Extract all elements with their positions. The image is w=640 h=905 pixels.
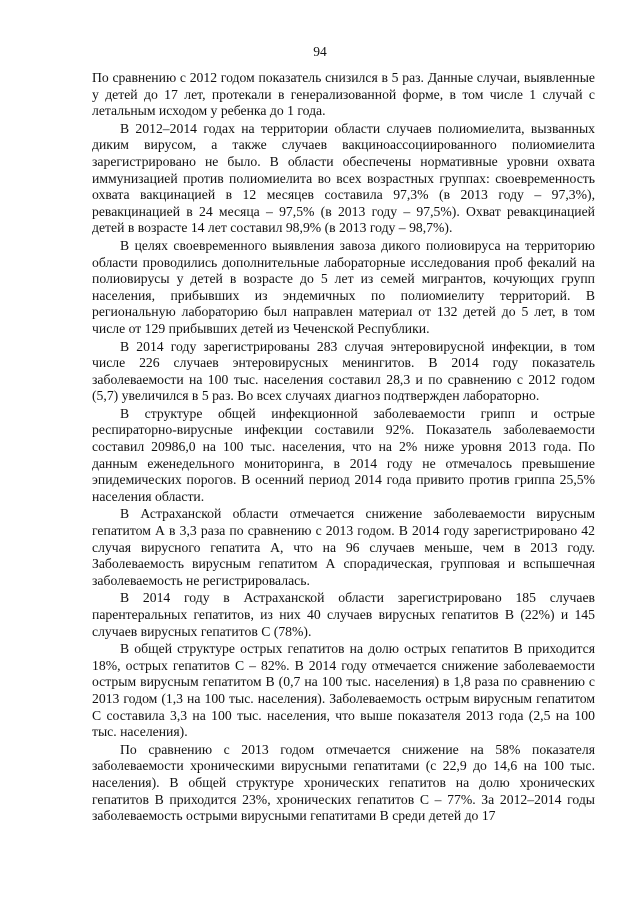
page-number: 94 [313, 44, 327, 59]
paragraph: В 2014 году в Астраханской области зарегистрировано 185 случаев парентеральных гепатитов, из них 40 случаев вирусных гепатитов В (22%) и 145 случаев вирусных гепатитов С (78%). [92, 590, 595, 639]
paragraph: В Астраханской области отмечается снижение заболеваемости вирусным гепатитом А в 3,3 раза по сравнению с 2013 годом. В 2014 году зарегистрировано 42 случая вирусного гепатита А, что на 96 случаев меньше, чем в 2013 году. Заболеваемость вирусным гепатитом А спорадическая, групповая и вспышечная заболеваемость не регистрировалась. [92, 506, 595, 588]
paragraph: В структуре общей инфекционной заболеваемости грипп и острые респираторно-вирусные инфекции составили 92%. Показатель заболеваемости составил 20986,0 на 100 тыс. населения, что на 2% ниже уровня 2013 года. По данным еженедельного мониторинга, в 2014 году не отмечалось превышение эпидемических порогов. В осенний период 2014 года привито против гриппа 25,5% населения области. [92, 405, 595, 504]
paragraph: В целях своевременного выявления завоза дикого полиовируса на территорию области проводились дополнительные лабораторные исследования проб фекалий на полиовирусы у детей в возрасте до 5 лет из семей мигрантов, кочующих групп населения, прибывших из эндемичных по полиомиелиту территорий. В региональную лабораторию был направлен материал от 132 детей до 5 лет, в том числе от 129 прибывших детей из Чеченской Республики. [92, 237, 595, 336]
paragraph: По сравнению с 2012 годом показатель снизился в 5 раз. Данные случаи, выявленные у детей до 17 лет, протекали в генерализованной форме, в том числе 1 случай с летальным исходом у ребенка до 1 года. [92, 70, 595, 119]
paragraph: В общей структуре острых гепатитов на долю острых гепатитов В приходится 18%, острых гепатитов С – 82%. В 2014 году отмечается снижение заболеваемости острым вирусным гепатитом В (0,7 на 100 тыс. населения) в 1,8 раза по сравнению с 2013 годом (1,3 на 100 тыс. населения). Заболеваемость острым вирусным гепатитом С составила 3,3 на 100 тыс. населения, что выше показателя 2013 года (2,5 на 100 тыс. населения). [92, 641, 595, 740]
paragraph: В 2012–2014 годах на территории области случаев полиомиелита, вызванных диким вирусом, а также случаев вакциноассоциированного полиомиелита зарегистрировано не было. В области обеспечены нормативные уровни охвата иммунизацией против полиомиелита во всех возрастных группах: своевременность охвата вакцинацией в 12 месяцев составила 97,3% (в 2013 году – 97,3%), ревакцинацией в 24 месяца – 97,5% (в 2013 году – 97,5%). Охват ревакцинацией детей в возрасте 14 лет составил 98,9% (в 2013 году – 98,7%). [92, 120, 595, 236]
paragraph: По сравнению с 2013 годом отмечается снижение на 58% показателя заболеваемости хроническими вирусными гепатитами (с 22,9 до 14,6 на 100 тыс. населения). В общей структуре хронических гепатитов на долю хронических гепатитов В приходится 23%, хронических гепатитов С – 77%. За 2012–2014 годы заболеваемость острыми вирусными гепатитами В среди детей до 17 [92, 741, 595, 824]
body-text [92, 70, 595, 825]
paragraph: В 2014 году зарегистрированы 283 случая энтеровирусной инфекции, в том числе 226 случаев энтеровирусных менингитов. В 2014 году показатель заболеваемости на 100 тыс. населения составил 28,3 и по сравнению с 2012 годом (5,7) увеличился в 5 раз. Во всех случаях диагноз подтвержден лабораторно. [92, 338, 595, 404]
